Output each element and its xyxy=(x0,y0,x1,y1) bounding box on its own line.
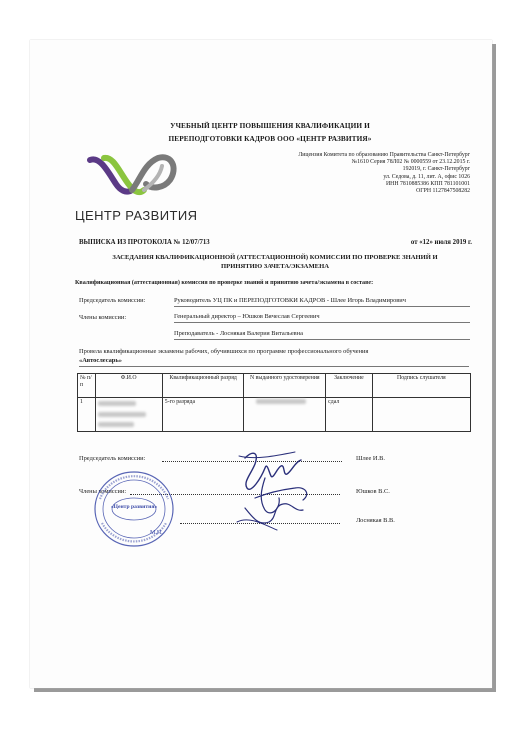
table-header-cell: № п/п xyxy=(78,374,96,398)
row-certificate-redacted xyxy=(244,398,326,432)
row-name-redacted xyxy=(95,398,162,432)
table-row xyxy=(78,398,471,432)
table-header-cell: Квалификационный разряд xyxy=(162,374,244,398)
license-line: №1610 Серия 78Л02 № 0000559 от 23.12.2015 г. xyxy=(351,159,470,166)
protocol-title: ВЫПИСКА ИЗ ПРОТОКОЛА № 12/07/713 xyxy=(79,239,210,246)
row-grade: 5-го разряда xyxy=(162,398,244,432)
license-line: Лицензия Комитета по образованию Правительства Санкт-Петербург xyxy=(298,152,470,158)
sign-name-3: Лоснякая В.В. xyxy=(356,517,395,524)
protocol-date: от «12» июля 2019 г. xyxy=(410,239,472,246)
sign-name-2: Юшков В.С. xyxy=(356,488,390,495)
table-header-cell: Подпись слушателя xyxy=(372,374,470,398)
exam-underline xyxy=(79,366,469,367)
license-line: ИНН 7810885386 КПП 781101001 xyxy=(385,180,470,187)
protocol-subtitle-2: ПРИНЯТИЮ ЗАЧЕТА/ЭКЗАМЕНА xyxy=(221,263,329,270)
header-line-2: ПЕРЕПОДГОТОВКИ КАДРОВ ООО «ЦЕНТР РАЗВИТИЯ» xyxy=(168,134,372,143)
license-line: ул. Седова, д. 11, лит. А, офис 1026 xyxy=(383,173,470,180)
results-table xyxy=(77,373,471,432)
row-conclusion: сдал xyxy=(326,398,373,432)
exam-line-2: «Автослесарь» xyxy=(79,357,122,364)
license-block xyxy=(240,152,470,195)
logo-text: ЦЕНТР РАЗВИТИЯ xyxy=(75,208,198,223)
member-2-underline xyxy=(174,339,470,340)
commission-composition: Квалификационная (аттестационная) комиссия по проверке знаний и принятию зачета/экзамена в составе: xyxy=(75,280,374,286)
row-number: 1 xyxy=(78,398,96,432)
company-logo-icon xyxy=(86,150,182,202)
sign-chair-label: Председатель комиссии: xyxy=(79,455,146,462)
stamp-center-text: «Центр развития» xyxy=(110,504,158,510)
chair-underline xyxy=(174,306,470,307)
table-header-cell: Заключение xyxy=(326,374,373,398)
stamp-mp: М.П. xyxy=(150,530,163,536)
table-header-cell: Ф.И.О xyxy=(95,374,162,398)
sign-name-1: Шлее И.В. xyxy=(356,455,385,462)
row-signature xyxy=(372,398,470,432)
members-label: Члены комиссии: xyxy=(79,314,127,321)
chair-value: Руководитель УЦ ПК и ПЕРЕПОДГОТОВКИ КАДРОВ - Шлее Игорь Владимирович xyxy=(174,297,406,304)
exam-line-1: Провела квалификационные экзамены рабочих, обучившихся по программе профессионального обучения xyxy=(79,348,369,355)
table-header-cell: N выданного удостоверения xyxy=(244,374,326,398)
sign-members-label: Члены комиссии: xyxy=(79,488,127,495)
table-header-row xyxy=(78,374,471,398)
member-1: Генеральный директор – Юшков Вячеслав Сергеевич xyxy=(174,313,320,320)
license-line: ОГРН 1127847508282 xyxy=(416,188,470,195)
member-2: Преподаватель - Лоснякая Валерия Витальевна xyxy=(174,330,303,337)
license-line: 192019, г. Санкт-Петербург xyxy=(402,166,470,173)
header-line-1: УЧЕБНЫЙ ЦЕНТР ПОВЫШЕНИЯ КВАЛИФИКАЦИИ И xyxy=(170,121,370,130)
member-1-underline xyxy=(174,322,470,323)
chair-label: Председатель комиссии: xyxy=(79,297,146,304)
handwritten-signatures-icon xyxy=(225,438,335,538)
protocol-subtitle-1: ЗАСЕДАНИЯ КВАЛИФИКАЦИОННОЙ (АТТЕСТАЦИОННОЙ) КОМИССИИ ПО ПРОВЕРКЕ ЗНАНИЙ И xyxy=(112,254,438,261)
